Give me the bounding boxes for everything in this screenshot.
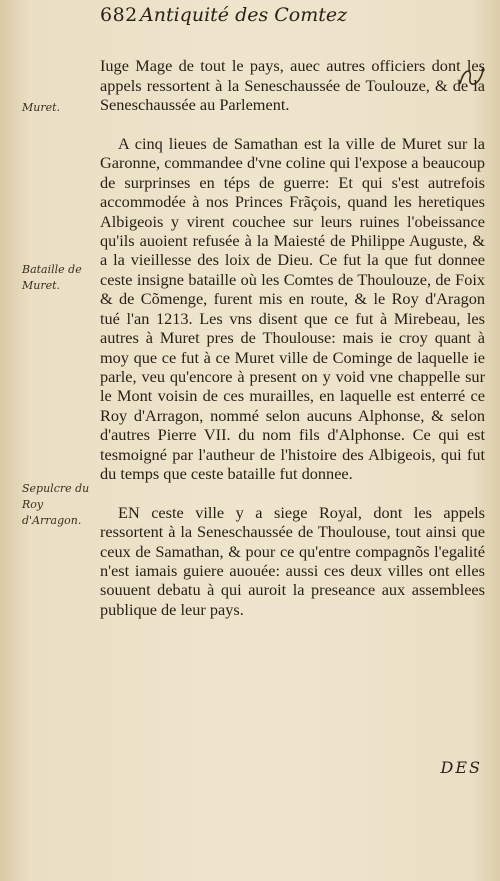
margin-note-sepulcre: Sepulcre du Roy d'Arragon. <box>22 482 90 527</box>
margin-note-bataille: Bataille de Muret. <box>22 263 82 292</box>
running-title: Antiquité des Comtez <box>140 4 348 26</box>
margin-note-muret: Muret. <box>22 101 61 114</box>
body-text <box>100 37 485 639</box>
page-header <box>100 4 460 30</box>
catchword: DES <box>440 758 482 777</box>
paragraph: EN ceste ville y a siege Royal, dont les appels ressortent à la Seneschaussée de Thoulouse, tout ainsi que ceux de Samathan, & pour ce qu'entre compagnõs l'egalité n'est iamais guiere auouée: aussi ces deux villes ont elles souuent debatu à qui auroit la preseance aux assemblees publique de leur pays. <box>100 502 485 619</box>
paragraph: Iuge Mage de tout le pays, auec autres officiers dont les appels ressortent à la Seneschaussée de Toulouze, & de la Seneschaussée au Parlement. <box>100 56 485 115</box>
page-number: 682 <box>100 4 138 26</box>
paragraph: A cinq lieues de Samathan est la ville de Muret sur la Garonne, commandee d'vne coline qui l'expose a beaucoup de surprinses en téps de guerre: Et qui s'est autrefois accommodée à nos Princes Frãçois, quand les heretiques Albigeois y virent couchee sur leurs ruines l'obeissance qu'ils auoient refusée à la Maiesté de Philippe Auguste, & a la vieillesse des loix de Dieu. Ce fut la que fut donnee ceste insigne bataille où les Comtes de Thoulouze, de Foix & de Cõmenge, furent mis en route, & le Roy d'Aragon tué l'an 1213. Les vns disent que ce fut à Mirebeau, les autres à Muret pres de Thoulouse: mais ie croy quant à moy que ce fut à ce Muret ville de Cominge de laquelle ie parle, veu qu'encore à present on y void vne chappelle sur le Mont voisin de ces murailles, en laquelle est enterré ce Roy d'Arragon, nommé selon aucuns Alphonse, & selon d'autres Pierre VII. du nom fils d'Alphonse. Ce qui est tesmoigné par l'autheur de l'histoire des Albigeois, qui fut du temps que ceste bataille fut donnee. <box>100 134 485 483</box>
